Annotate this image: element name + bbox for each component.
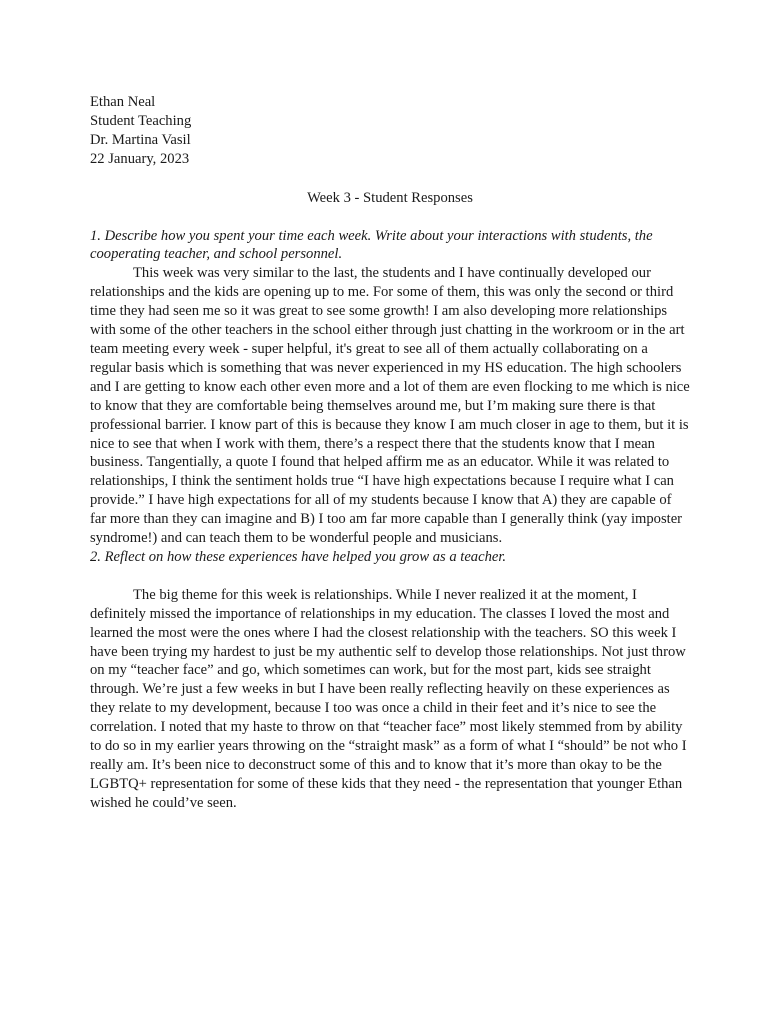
document-body — [90, 93, 690, 813]
answer-1: This week was very similar to the last, the students and I have continually developed our relationships and the kids are opening up to me. For some of them, this was only the second or third time they had seen me so it was great to see some growth! I am also developing more relationships with some of the other teachers in the school either through just chatting in the workroom or in the art team meeting every week - super helpful, it's great to see all of them actually collaborating on a regular basis which is something that was never experienced in my HS education. The high schoolers and I are getting to know each other even more and a lot of them are even flocking to me which is nice to know that they are comfortable being themselves around me, but I’m making sure there is that professional barrier. I know part of this is because they know I am much closer in age to them, but it is nice to see that when I work with them, there’s a respect there that the students know that I mean business. Tangentially, a quote I found that helped affirm me as an educator. While it was related to relationships, I think the sentiment holds true “I have high expectations because I require what I can provide.” I have high expectations for all of my students because I know that A) they are capable of far more than they can imagine and B) I too am far more capable than I generally think (yay imposter syndrome!) and can teach them to be wonderful people and musicians. — [90, 265, 690, 547]
course-name: Student Teaching — [90, 112, 192, 129]
document-date: 22 January, 2023 — [90, 150, 190, 167]
paragraph-spacer — [90, 567, 690, 586]
question-1: 1. Describe how you spent your time each week. Write about your interactions with students, the cooperating teacher, and school personnel. — [90, 227, 653, 263]
answer-2: The big theme for this week is relationships. While I never realized it at the moment, I definitely missed the importance of relationships in my education. The classes I loved the most and learned the most were the ones where I had the closest relationship with the teachers. SO this week I have been trying my hardest to just be my authentic self to develop those relationships. Not just throw on my “teacher face” and go, which sometimes can work, but for the most part, kids see straight through. We’re just a few weeks in but I have been really reflecting heavily on these experiences as they relate to my development, because I too was once a child in their feet and it’s nice to see the correlation. I noted that my haste to throw on that “teacher face” most likely stemmed from by ability to do so in my earlier years throwing on the “straight mask” as a form of what I “should” be not who I really am. It’s been nice to deconstruct some of this and to know that it’s more than okay to be the LGBTQ+ representation for some of these kids that they need - the representation that younger Ethan wished he could’ve seen. — [90, 586, 687, 811]
document-title: Week 3 - Student Responses — [307, 189, 473, 206]
instructor-name: Dr. Martina Vasil — [90, 131, 191, 148]
author-name: Ethan Neal — [90, 94, 156, 110]
question-2: 2. Reflect on how these experiences have helped you grow as a teacher. — [90, 548, 507, 565]
